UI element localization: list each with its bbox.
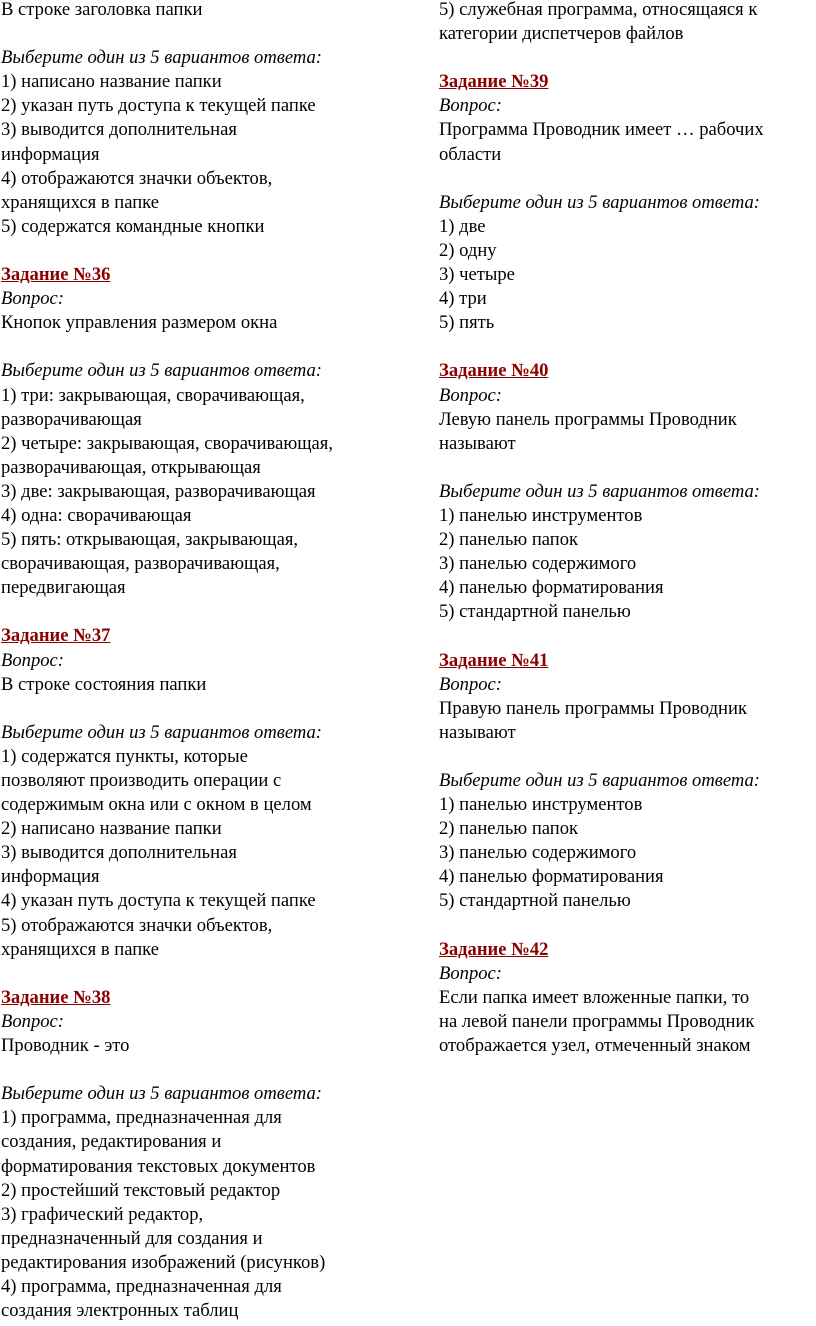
- blank-line: [439, 624, 816, 648]
- question-line: Левую панель программы Проводник: [439, 408, 737, 430]
- answer-line: 2) одну: [439, 239, 497, 261]
- answer-line: 3) выводится дополнительная: [1, 842, 237, 864]
- answer-line: 3) выводится дополнительная: [1, 119, 237, 141]
- answer-line: содержимым окна или с окном в целом: [1, 794, 312, 816]
- answer-options: [1, 1106, 401, 1323]
- question-label: Вопрос:: [439, 673, 502, 695]
- task-heading: Задание №41: [439, 649, 549, 671]
- answer-line: 1) содержатся пункты, которые: [1, 745, 248, 767]
- answer-line: 2) четыре: закрывающая, сворачивающая,: [1, 432, 333, 454]
- answer-line: 4) программа, предназначенная для: [1, 1275, 282, 1297]
- answer-line: информация: [1, 866, 100, 888]
- blank-line: [439, 456, 816, 480]
- answer-options: [1, 745, 401, 962]
- answer-line: 5) отображаются значки объектов,: [1, 914, 273, 936]
- answer-line: 1) написано название папки: [1, 71, 222, 93]
- answer-line: 2) простейший текстовый редактор: [1, 1179, 281, 1201]
- blank-line: [439, 46, 816, 70]
- question-text: [1, 673, 401, 697]
- answer-line: 3) панелью содержимого: [439, 842, 637, 864]
- question-line: называют: [439, 432, 516, 454]
- answer-line: 5) служебная программа, относящаяся к: [439, 0, 758, 20]
- blank-line: [1, 1058, 401, 1082]
- answer-line: 5) пять: открывающая, закрывающая,: [1, 529, 299, 551]
- question-text: [1, 0, 401, 22]
- question-label: Вопрос:: [439, 962, 502, 984]
- blank-line: [439, 167, 816, 191]
- answers-prompt: Выберите один из 5 вариантов ответа:: [1, 1083, 322, 1105]
- answer-line: разворачивающая: [1, 408, 142, 430]
- blank-line: [1, 239, 401, 263]
- task-heading: Задание №40: [439, 360, 549, 382]
- answer-line: 4) одна: сворачивающая: [1, 504, 192, 526]
- answer-line: 3) панелью содержимого: [439, 553, 637, 575]
- answer-line: сворачивающая, разворачивающая,: [1, 553, 280, 575]
- answer-line: 4) три: [439, 288, 487, 310]
- answer-line: передвигающая: [1, 577, 126, 599]
- answer-options: [439, 215, 816, 335]
- question-label: Вопрос:: [1, 288, 64, 310]
- question-line: В строке заголовка папки: [1, 0, 203, 20]
- answers-prompt: Выберите один из 5 вариантов ответа:: [1, 721, 322, 743]
- question-text: [439, 986, 816, 1058]
- blank-line: [1, 22, 401, 46]
- answer-line: 3) четыре: [439, 264, 515, 286]
- answers-prompt: Выберите один из 5 вариантов ответа:: [439, 191, 760, 213]
- question-label: Вопрос:: [439, 384, 502, 406]
- answer-line: предназначенный для создания и: [1, 1227, 263, 1249]
- answers-prompt: Выберите один из 5 вариантов ответа:: [1, 47, 322, 69]
- question-line: Программа Проводник имеет … рабочих: [439, 119, 764, 141]
- answer-options: [439, 0, 816, 46]
- answer-line: 4) панелью форматирования: [439, 577, 664, 599]
- question-line: Кнопок управления размером окна: [1, 312, 278, 334]
- answer-options: [439, 793, 816, 913]
- question-label: Вопрос:: [1, 1010, 64, 1032]
- answer-options: [439, 504, 816, 624]
- blank-line: [1, 962, 401, 986]
- answer-line: создания электронных таблиц: [1, 1300, 239, 1322]
- right-column: [439, 0, 816, 1058]
- answer-line: 4) отображаются значки объектов,: [1, 167, 273, 189]
- answer-line: хранящихся в папке: [1, 938, 159, 960]
- blank-line: [439, 335, 816, 359]
- answer-line: 2) панелью папок: [439, 529, 579, 551]
- answer-line: 5) стандартной панелью: [439, 601, 631, 623]
- answer-options: [1, 70, 401, 239]
- answer-line: форматирования текстовых документов: [1, 1155, 316, 1177]
- blank-line: [439, 914, 816, 938]
- answer-line: категории диспетчеров файлов: [439, 23, 684, 45]
- answer-line: 4) указан путь доступа к текущей папке: [1, 890, 316, 912]
- question-text: [1, 1034, 401, 1058]
- answer-line: 5) пять: [439, 312, 495, 334]
- task-heading: Задание №42: [439, 938, 549, 960]
- answer-line: редактирования изображений (рисунков): [1, 1251, 326, 1273]
- answers-prompt: Выберите один из 5 вариантов ответа:: [439, 480, 760, 502]
- blank-line: [439, 745, 816, 769]
- answer-line: 1) панелью инструментов: [439, 504, 643, 526]
- task-heading: Задание №39: [439, 71, 549, 93]
- question-line: Правую панель программы Проводник: [439, 697, 747, 719]
- answer-line: 4) панелью форматирования: [439, 866, 664, 888]
- answer-line: создания, редактирования и: [1, 1131, 222, 1153]
- answer-options: [1, 384, 401, 601]
- blank-line: [1, 600, 401, 624]
- question-line: называют: [439, 721, 516, 743]
- answer-line: 1) панелью инструментов: [439, 794, 643, 816]
- answer-line: хранящихся в папке: [1, 191, 159, 213]
- answer-line: 1) программа, предназначенная для: [1, 1107, 282, 1129]
- question-line: Проводник - это: [1, 1035, 130, 1057]
- answer-line: 3) две: закрывающая, разворачивающая: [1, 480, 316, 502]
- question-text: [1, 311, 401, 335]
- answer-line: 2) панелью папок: [439, 818, 579, 840]
- answer-line: 3) графический редактор,: [1, 1203, 204, 1225]
- question-line: В строке состояния папки: [1, 673, 207, 695]
- task-heading: Задание №36: [1, 264, 111, 286]
- task-heading: Задание №38: [1, 986, 111, 1008]
- question-label: Вопрос:: [1, 649, 64, 671]
- answer-line: позволяют производить операции с: [1, 770, 282, 791]
- question-text: [439, 118, 816, 166]
- question-label: Вопрос:: [439, 95, 502, 117]
- question-line: отображается узел, отмеченный знаком: [439, 1035, 751, 1057]
- question-line: области: [439, 143, 502, 165]
- question-text: [439, 408, 816, 456]
- left-column: [1, 0, 401, 1323]
- task-heading: Задание №37: [1, 625, 111, 647]
- answer-line: разворачивающая, открывающая: [1, 456, 261, 478]
- answer-line: 2) указан путь доступа к текущей папке: [1, 95, 316, 117]
- question-line: на левой панели программы Проводник: [439, 1010, 755, 1032]
- answer-line: 2) написано название папки: [1, 818, 222, 840]
- answers-prompt: Выберите один из 5 вариантов ответа:: [1, 360, 322, 382]
- answer-line: информация: [1, 143, 100, 165]
- question-line: Если папка имеет вложенные папки, то: [439, 986, 750, 1008]
- answer-line: 1) три: закрывающая, сворачивающая,: [1, 384, 305, 406]
- answer-line: 5) содержатся командные кнопки: [1, 215, 265, 237]
- answer-line: 1) две: [439, 215, 486, 237]
- answers-prompt: Выберите один из 5 вариантов ответа:: [439, 770, 760, 791]
- blank-line: [1, 697, 401, 721]
- answer-line: 5) стандартной панелью: [439, 890, 631, 912]
- question-text: [439, 697, 816, 745]
- blank-line: [1, 335, 401, 359]
